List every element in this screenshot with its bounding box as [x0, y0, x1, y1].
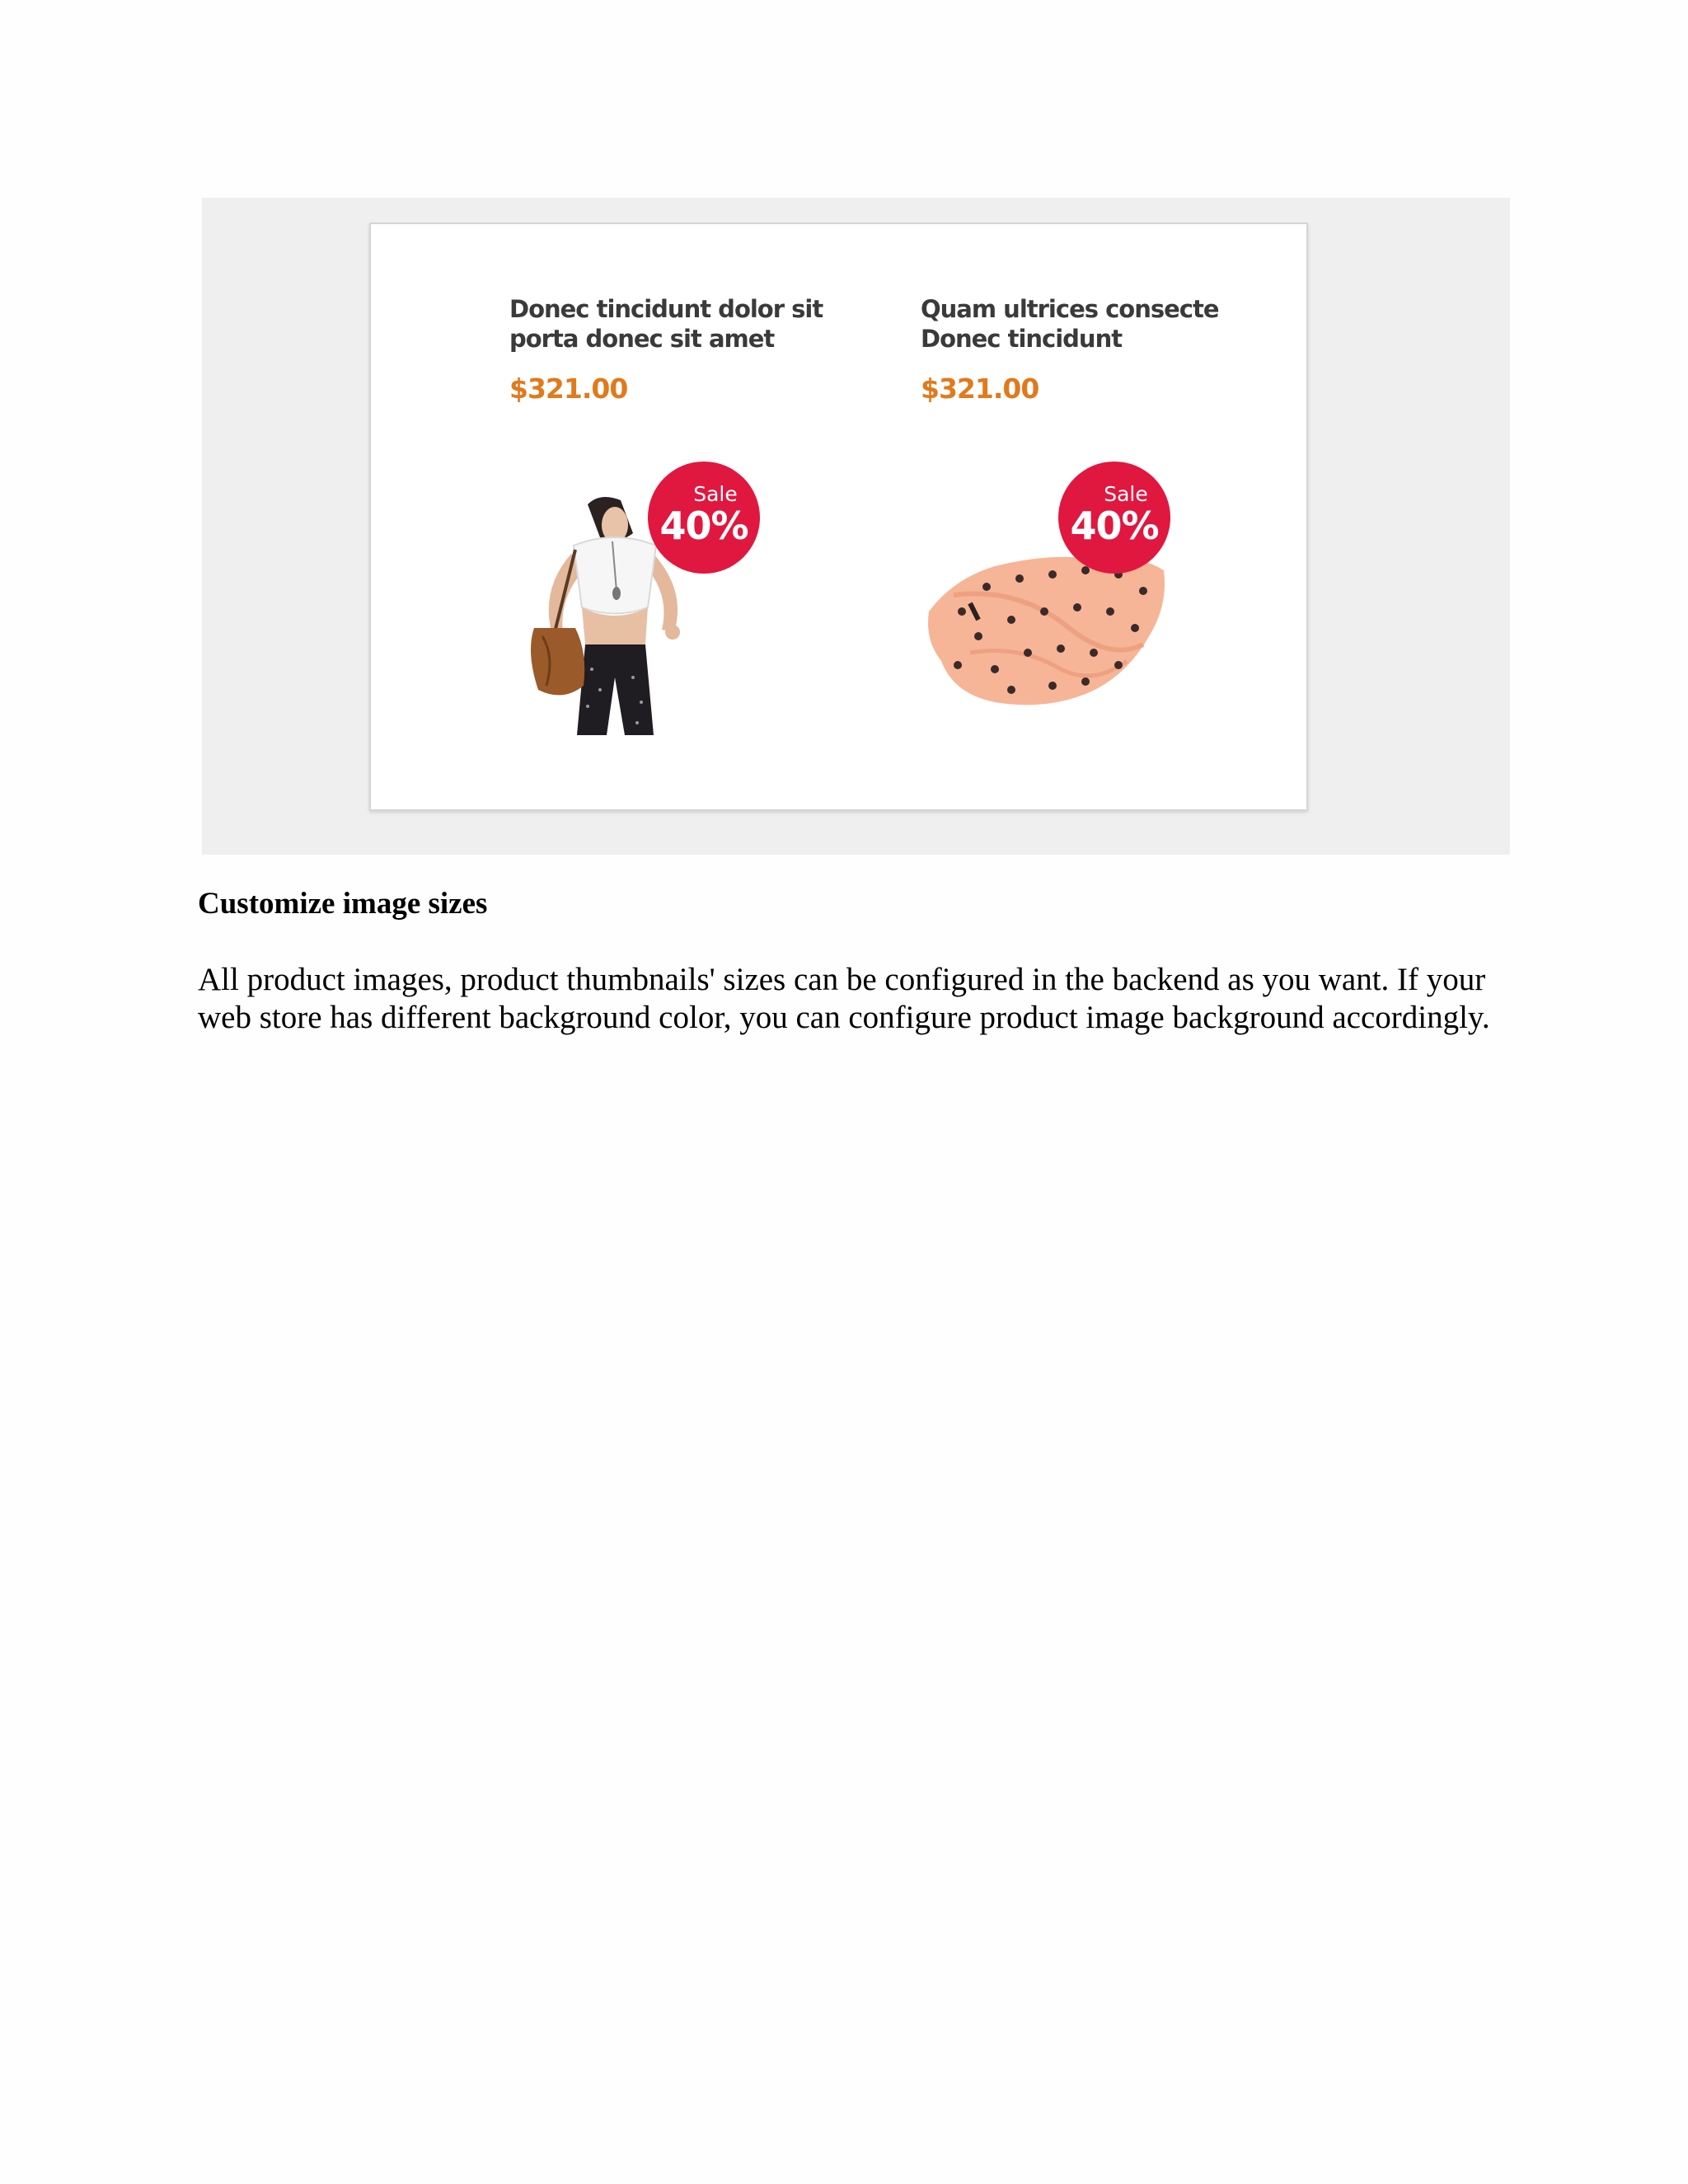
- product-price: $321.00: [509, 373, 628, 405]
- product-title[interactable]: Donec tincidunt dolor sit porta donec sit amet: [509, 295, 823, 353]
- sale-percent: 40%: [659, 504, 748, 548]
- section-heading: Customize image sizes: [198, 887, 488, 921]
- sale-label: Sale: [1104, 482, 1148, 506]
- product-price: $321.00: [921, 373, 1039, 405]
- sale-badge: [648, 462, 760, 574]
- product-grid-card: [369, 223, 1308, 811]
- sale-percent: 40%: [1070, 504, 1159, 548]
- product-figure: [202, 198, 1510, 855]
- product-item[interactable]: [509, 224, 921, 801]
- sale-badge: [1058, 462, 1170, 574]
- section-body: All product images, product thumbnails' sizes can be configured in the backend as you want. If your web store has different background color, you can configure product image background accordingly.: [198, 962, 1490, 1035]
- product-item[interactable]: [921, 224, 1333, 801]
- product-title[interactable]: Quam ultrices consecte Donec tincidunt: [921, 295, 1219, 353]
- sale-label: Sale: [693, 482, 738, 506]
